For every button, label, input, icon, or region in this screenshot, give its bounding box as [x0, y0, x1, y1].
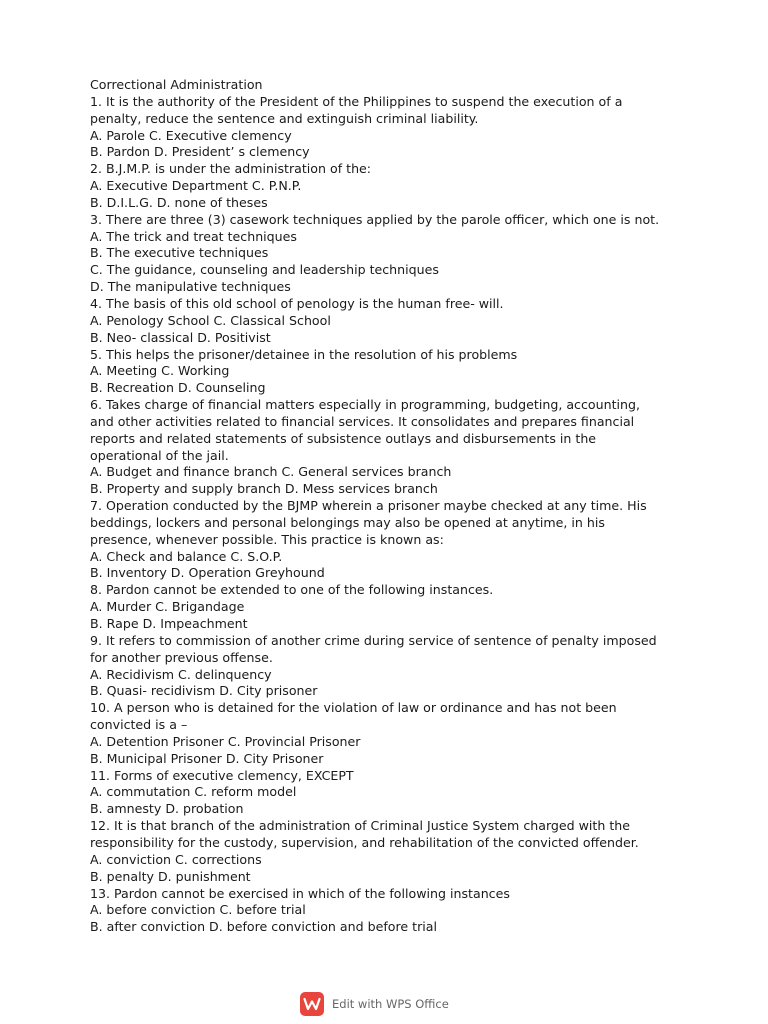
text-line: A. conviction C. corrections: [90, 851, 262, 867]
text-line: A. Meeting C. Working: [90, 363, 230, 379]
document-body: [90, 77, 690, 936]
text-line: 9. It refers to commission of another crime during service of sentence of penalty imposed: [90, 632, 657, 648]
text-line: 6. Takes charge of financial matters especially in programming, budgeting, accounting,: [90, 397, 640, 413]
text-line: 4. The basis of this old school of penology is the human free- will.: [90, 295, 504, 311]
text-line: A. The trick and treat techniques: [90, 228, 297, 244]
text-line: 10. A person who is detained for the violation of law or ordinance and has not been: [90, 700, 617, 716]
text-line: B. Pardon D. President’ s clemency: [90, 144, 310, 160]
text-line: 5. This helps the prisoner/detainee in the resolution of his problems: [90, 346, 518, 362]
wps-edit-link[interactable]: [300, 992, 449, 1016]
text-line: B. Rape D. Impeachment: [90, 616, 248, 631]
text-line: A. Budget and finance branch C. General services branch: [90, 464, 452, 480]
text-line: A. Penology School C. Classical School: [90, 312, 331, 328]
text-line: B. Recreation D. Counseling: [90, 380, 266, 396]
text-line: B. Quasi- recidivism D. City prisoner: [90, 683, 318, 699]
text-line: B. amnesty D. probation: [90, 801, 244, 817]
wps-edit-label: Edit with WPS Office: [332, 997, 449, 1011]
text-line: 11. Forms of executive clemency, EXCEPT: [90, 767, 354, 783]
text-line: A. before conviction C. before trial: [90, 902, 306, 918]
text-line: A. Check and balance C. S.O.P.: [90, 548, 283, 564]
text-line: B. Property and supply branch D. Mess services branch: [90, 481, 438, 497]
text-line: and other activities related to financial services. It consolidates and prepares financial: [90, 413, 635, 429]
text-line: B. penalty D. punishment: [90, 868, 251, 884]
text-line: 7. Operation conducted by the BJMP wherein a prisoner maybe checked at any time. His: [90, 498, 647, 514]
text-line: responsibility for the custody, supervision, and rehabilitation of the convicted offender.: [90, 834, 639, 850]
text-line: B. Neo- classical D. Positivist: [90, 329, 271, 345]
text-line: reports and related statements of subsistence outlays and disbursements in the: [90, 430, 597, 446]
text-line: for another previous offense.: [90, 649, 273, 665]
document-title: Correctional Administration: [90, 77, 263, 92]
text-line: beddings, lockers and personal belongings may also be opened at anytime, in his: [90, 514, 605, 530]
text-line: 13. Pardon cannot be exercised in which of the following instances: [90, 885, 510, 901]
text-line: B. after conviction D. before conviction and before trial: [90, 919, 437, 935]
text-line: 12. It is that branch of the administration of Criminal Justice System charged with the: [90, 818, 631, 834]
text-line: D. The manipulative techniques: [90, 279, 291, 295]
text-line: B. D.I.L.G. D. none of theses: [90, 194, 268, 210]
text-line: presence, whenever possible. This practice is known as:: [90, 531, 444, 547]
wps-logo-icon: [300, 992, 324, 1016]
text-line: B. The executive techniques: [90, 245, 269, 261]
text-line: 2. B.J.M.P. is under the administration of the:: [90, 161, 372, 177]
text-line: 8. Pardon cannot be extended to one of the following instances.: [90, 582, 494, 598]
text-line: A. Executive Department C. P.N.P.: [90, 178, 302, 194]
text-line: B. Inventory D. Operation Greyhound: [90, 565, 325, 581]
text-line: A. commutation C. reform model: [90, 784, 297, 800]
text-line: A. Parole C. Executive clemency: [90, 127, 292, 143]
text-line: operational of the jail.: [90, 447, 229, 463]
text-line: A. Detention Prisoner C. Provincial Prisoner: [90, 733, 361, 749]
text-line: 1. It is the authority of the President of the Philippines to suspend the execution of a: [90, 93, 623, 109]
text-line: C. The guidance, counseling and leadership techniques: [90, 262, 439, 278]
text-line: convicted is a –: [90, 717, 188, 733]
text-line: B. Municipal Prisoner D. City Prisoner: [90, 750, 324, 766]
text-line: A. Recidivism C. delinquency: [90, 666, 272, 682]
text-line: A. Murder C. Brigandage: [90, 599, 245, 615]
text-line: 3. There are three (3) casework techniques applied by the parole officer, which one is not.: [90, 211, 660, 227]
text-line: penalty, reduce the sentence and extinguish criminal liability.: [90, 110, 479, 126]
